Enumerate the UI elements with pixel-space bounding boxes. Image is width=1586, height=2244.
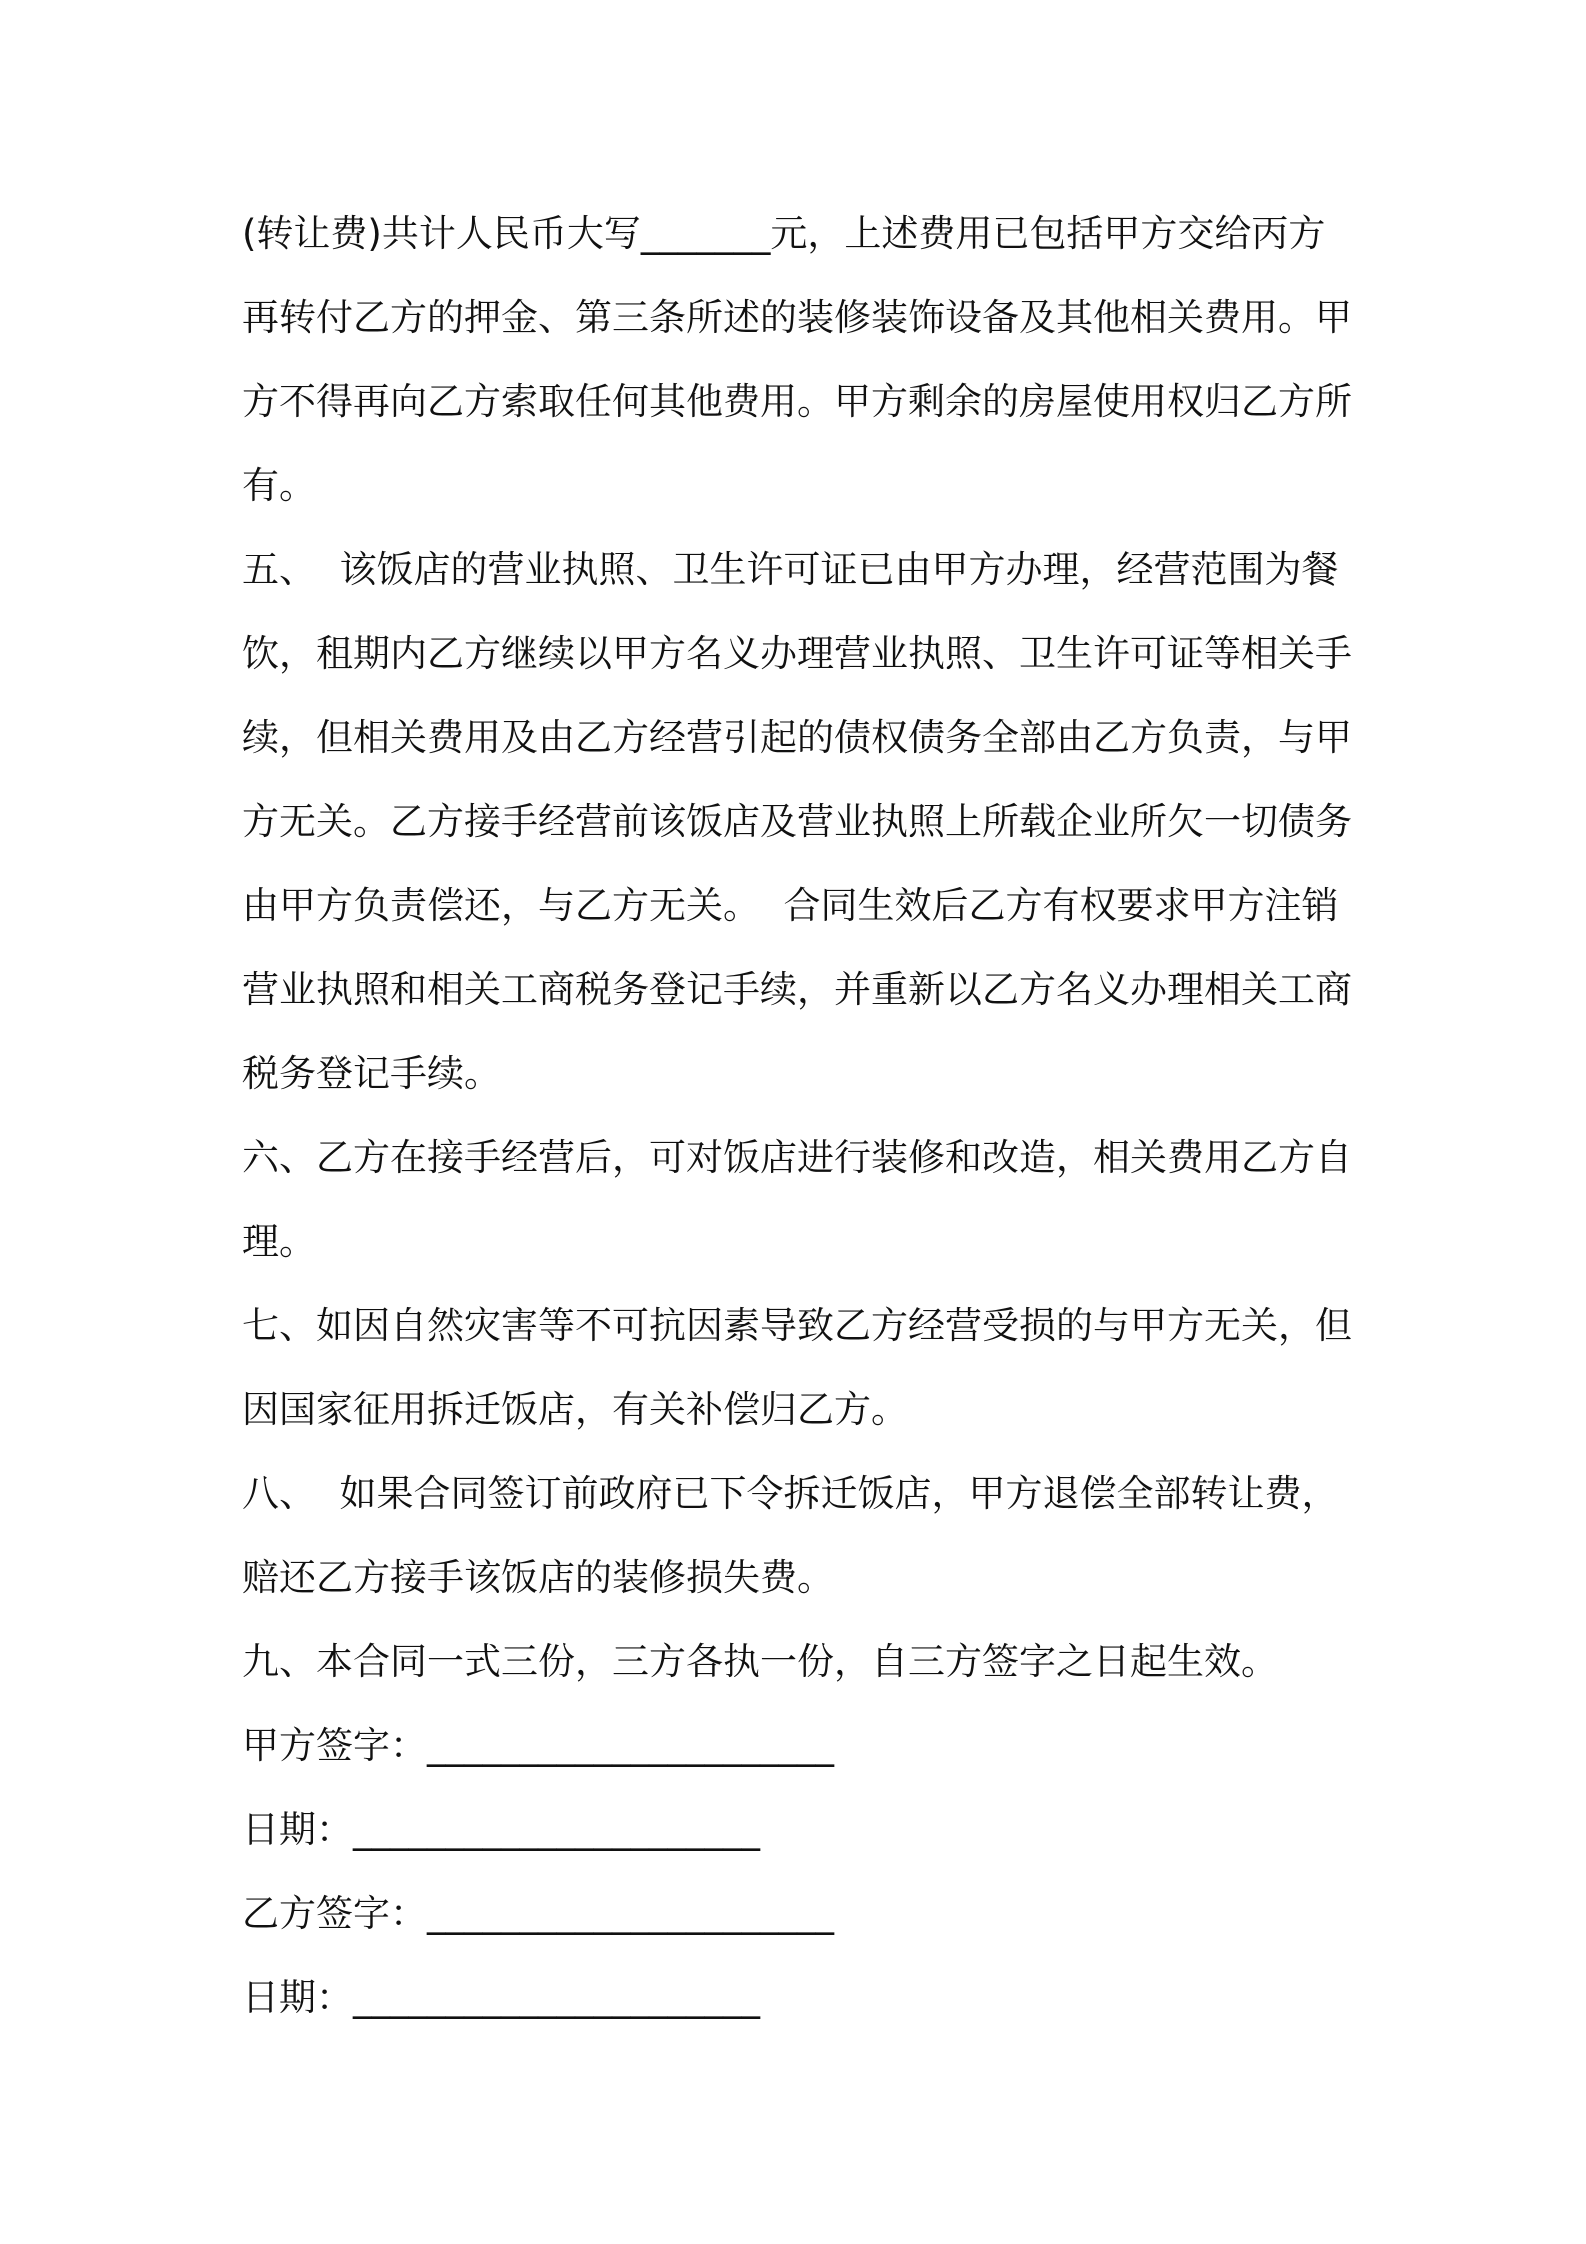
clause-5-line-6: 营业执照和相关工商税务登记手续，并重新以乙方名义办理相关工商	[242, 968, 1352, 1011]
party-b-signature-row	[242, 1885, 1357, 1969]
party-a-signature-label: 甲方签字：	[242, 1724, 427, 1767]
party-b-signature-blank: ______________________	[427, 1892, 834, 1935]
party-a-date-label: 日期：	[242, 1808, 353, 1851]
party-a-signature-blank: ______________________	[427, 1724, 834, 1767]
party-b-date-label: 日期：	[242, 1976, 353, 2019]
party-a-signature-row	[242, 1717, 1357, 1801]
party-b-date-blank: ______________________	[353, 1976, 760, 2019]
clause-5-line-5: 由甲方负责偿还，与乙方无关。 合同生效后乙方有权要求甲方注销	[242, 884, 1339, 927]
party-a-date-blank: ______________________	[353, 1808, 760, 1851]
text-line-1: (转让费)共计人民币大写_______元，上述费用已包括甲方交给丙方	[242, 212, 1326, 255]
clause-5-line-1: 五、 该饭店的营业执照、卫生许可证已由甲方办理，经营范围为餐	[242, 548, 1339, 591]
clause-7-line-2: 因国家征用拆迁饭店，有关补偿归乙方。	[242, 1388, 908, 1431]
clause-7-line-1: 七、如因自然灾害等不可抗因素导致乙方经营受损的与甲方无关，但	[242, 1304, 1352, 1347]
text-line-4: 有。	[242, 464, 316, 507]
clause-5-line-7: 税务登记手续。	[242, 1052, 501, 1095]
clause-9-line-1: 九、本合同一式三份，三方各执一份，自三方签字之日起生效。	[242, 1640, 1278, 1683]
clause-8-line-2: 赔还乙方接手该饭店的装修损失费。	[242, 1556, 834, 1599]
party-b-signature-label: 乙方签字：	[242, 1892, 427, 1935]
party-a-date-row	[242, 1801, 1357, 1885]
clause-6-line-1: 六、乙方在接手经营后，可对饭店进行装修和改造，相关费用乙方自	[242, 1136, 1352, 1179]
clause-5-line-2: 饮，租期内乙方继续以甲方名义办理营业执照、卫生许可证等相关手	[242, 632, 1352, 675]
clause-8-line-1: 八、 如果合同签订前政府已下令拆迁饭店，甲方退偿全部转让费，	[242, 1472, 1339, 1515]
clause-5-line-4: 方无关。乙方接手经营前该饭店及营业执照上所载企业所欠一切债务	[242, 800, 1352, 843]
text-line-2: 再转付乙方的押金、第三条所述的装修装饰设备及其他相关费用。甲	[242, 296, 1352, 339]
document-page	[242, 205, 1357, 2053]
clause-5-line-3: 续，但相关费用及由乙方经营引起的债权债务全部由乙方负责，与甲	[242, 716, 1352, 759]
party-b-date-row	[242, 1969, 1357, 2053]
text-line-3: 方不得再向乙方索取任何其他费用。甲方剩余的房屋使用权归乙方所	[242, 380, 1352, 423]
clause-6-line-2: 理。	[242, 1220, 316, 1263]
